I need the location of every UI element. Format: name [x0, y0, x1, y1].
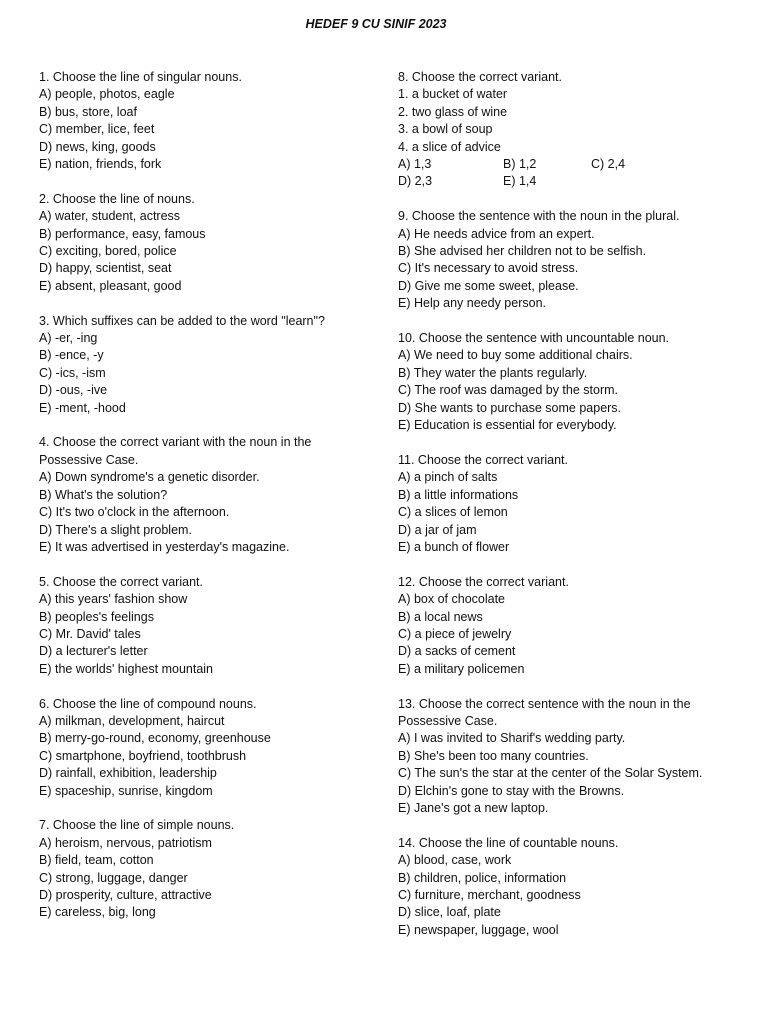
answer-option: C) member, lice, feet: [39, 122, 155, 137]
answer-option: A) milkman, development, haircut: [39, 713, 225, 728]
q8-answer-row-1: [398, 156, 748, 173]
answer-option: A) 1,3: [398, 157, 432, 172]
question-block: [39, 69, 369, 173]
answer-option: B) peoples's feelings: [39, 609, 154, 624]
page-title: HEDEF 9 CU SINIF 2023: [305, 17, 447, 31]
question-block: [398, 452, 748, 556]
question-block: [39, 313, 369, 417]
answer-option: B) They water the plants regularly.: [398, 365, 588, 380]
question-stem: 7. Choose the line of simple nouns.: [39, 818, 235, 833]
answer-option: A) heroism, nervous, patriotism: [39, 835, 212, 850]
answer-option: E) -ment, -hood: [39, 400, 126, 415]
answer-option: A) Down syndrome's a genetic disorder.: [39, 470, 260, 485]
answer-option: D) rainfall, exhibition, leadership: [39, 766, 217, 781]
answer-option: C) strong, luggage, danger: [39, 870, 188, 885]
question-block: [39, 817, 369, 921]
question-block: [39, 191, 369, 295]
answer-option: A) blood, case, work: [398, 853, 512, 868]
answer-option: E) the worlds' highest mountain: [39, 661, 214, 676]
answer-option: B) She advised her children not to be selfish.: [398, 244, 647, 259]
q8-item-2: 2. two glass of wine: [398, 104, 508, 119]
answer-option: D) 2,3: [398, 174, 433, 189]
answer-option: A) I was invited to Sharif's wedding party.: [398, 731, 626, 746]
question-block: [398, 696, 748, 818]
question-block: [39, 434, 369, 556]
answer-option: C) -ics, -ism: [39, 365, 106, 380]
answer-option: E) a bunch of flower: [398, 539, 510, 554]
answer-option: D) Elchin's gone to stay with the Browns.: [398, 783, 625, 798]
q8-item-3: 3. a bowl of soup: [398, 122, 493, 137]
answer-option: E) a military policemen: [398, 661, 525, 676]
answer-option: C) It's two o'clock in the afternoon.: [39, 505, 230, 520]
answer-option: B) performance, easy, famous: [39, 226, 206, 241]
answer-option: D) prosperity, culture, attractive: [39, 888, 212, 902]
answer-option: A) We need to buy some additional chairs.: [398, 348, 633, 363]
answer-option: D) happy, scientist, seat: [39, 261, 172, 276]
question-stem: 2. Choose the line of nouns.: [39, 191, 195, 206]
answer-option: D) Give me some sweet, please.: [398, 278, 579, 293]
answer-option: E) 1,4: [503, 174, 537, 189]
question-stem: 9. Choose the sentence with the noun in the plural.: [398, 209, 680, 224]
question-block: [39, 574, 369, 678]
question-8: [398, 69, 748, 191]
question-stem: 4. Choose the correct variant with the noun in the Possessive Case.: [39, 435, 312, 467]
answer-option: E) absent, pleasant, good: [39, 278, 182, 293]
answer-option: B) a little informations: [398, 487, 519, 502]
answer-option: D) a jar of jam: [398, 522, 477, 537]
left-column: [39, 69, 369, 939]
answer-option: E) Jane's got a new laptop.: [398, 800, 549, 815]
answer-option: C) furniture, merchant, goodness: [398, 888, 581, 902]
answer-option: C) exciting, bored, police: [39, 244, 177, 259]
answer-option: B) a local news: [398, 609, 483, 624]
question-block: [398, 574, 748, 678]
question-stem: 5. Choose the correct variant.: [39, 574, 203, 589]
question-stem: 10. Choose the sentence with uncountable noun.: [398, 331, 670, 346]
answer-option: B) What's the solution?: [39, 487, 168, 502]
answer-option: D) a sacks of cement: [398, 644, 516, 659]
q8-item-1: 1. a bucket of water: [398, 87, 508, 102]
answer-option: D) There's a slight problem.: [39, 522, 192, 537]
answer-option: B) merry-go-round, economy, greenhouse: [39, 731, 271, 746]
right-column: [398, 69, 748, 957]
answer-option: B) 1,2: [503, 157, 537, 172]
answer-option: A) people, photos, eagle: [39, 87, 175, 102]
answer-option: E) nation, friends, fork: [39, 157, 162, 172]
answer-option: B) children, police, information: [398, 870, 567, 885]
answer-option: A) He needs advice from an expert.: [398, 226, 595, 241]
answer-option: D) a lecturer's letter: [39, 644, 148, 659]
question-block: [398, 330, 748, 434]
answer-option: D) She wants to purchase some papers.: [398, 400, 622, 415]
answer-option: E) careless, big, long: [39, 905, 156, 920]
answer-option: A) -er, -ing: [39, 331, 98, 346]
question-stem: 11. Choose the correct variant.: [398, 452, 568, 467]
question-stem: 3. Which suffixes can be added to the word "learn"?: [39, 313, 325, 328]
question-stem: 6. Choose the line of compound nouns.: [39, 696, 257, 711]
answer-option: D) -ous, -ive: [39, 383, 108, 398]
answer-option: C) a slices of lemon: [398, 505, 508, 520]
answer-option: B) She's been too many countries.: [398, 748, 589, 763]
answer-option: C) 2,4: [591, 157, 626, 172]
answer-option: C) Mr. David' tales: [39, 626, 141, 641]
answer-option: B) bus, store, loaf: [39, 104, 137, 119]
question-block: [398, 208, 748, 312]
question-stem: 1. Choose the line of singular nouns.: [39, 70, 242, 84]
answer-option: A) a pinch of salts: [398, 470, 498, 485]
answer-option: C) a piece of jewelry: [398, 626, 512, 641]
answer-option: E) Help any needy person.: [398, 296, 547, 311]
answer-option: A) box of chocolate: [398, 592, 506, 607]
answer-option: A) water, student, actress: [39, 209, 181, 224]
question-stem: 13. Choose the correct sentence with the noun in the Possessive Case.: [398, 696, 691, 728]
answer-option: C) It's necessary to avoid stress.: [398, 261, 579, 276]
answer-option: E) spaceship, sunrise, kingdom: [39, 783, 213, 798]
answer-option: D) slice, loaf, plate: [398, 905, 501, 920]
answer-option: E) Education is essential for everybody.: [398, 418, 617, 433]
answer-option: B) field, team, cotton: [39, 853, 154, 868]
question-block: [39, 696, 369, 800]
q8-answer-row-2: [398, 173, 748, 190]
answer-option: C) The roof was damaged by the storm.: [398, 383, 619, 398]
answer-option: C) smartphone, boyfriend, toothbrush: [39, 748, 247, 763]
question-block: [398, 835, 748, 939]
answer-option: E) It was advertised in yesterday's magazine.: [39, 539, 290, 554]
answer-option: D) news, king, goods: [39, 139, 156, 154]
question-stem: 12. Choose the correct variant.: [398, 574, 569, 589]
question-stem: 14. Choose the line of countable nouns.: [398, 835, 619, 850]
answer-option: A) this years' fashion show: [39, 592, 188, 607]
answer-option: B) -ence, -y: [39, 348, 104, 363]
answer-option: C) The sun's the star at the center of the Solar System.: [398, 766, 703, 781]
question-stem: 8. Choose the correct variant.: [398, 70, 562, 84]
answer-option: E) newspaper, luggage, wool: [398, 922, 559, 937]
q8-item-4: 4. a slice of advice: [398, 139, 501, 154]
